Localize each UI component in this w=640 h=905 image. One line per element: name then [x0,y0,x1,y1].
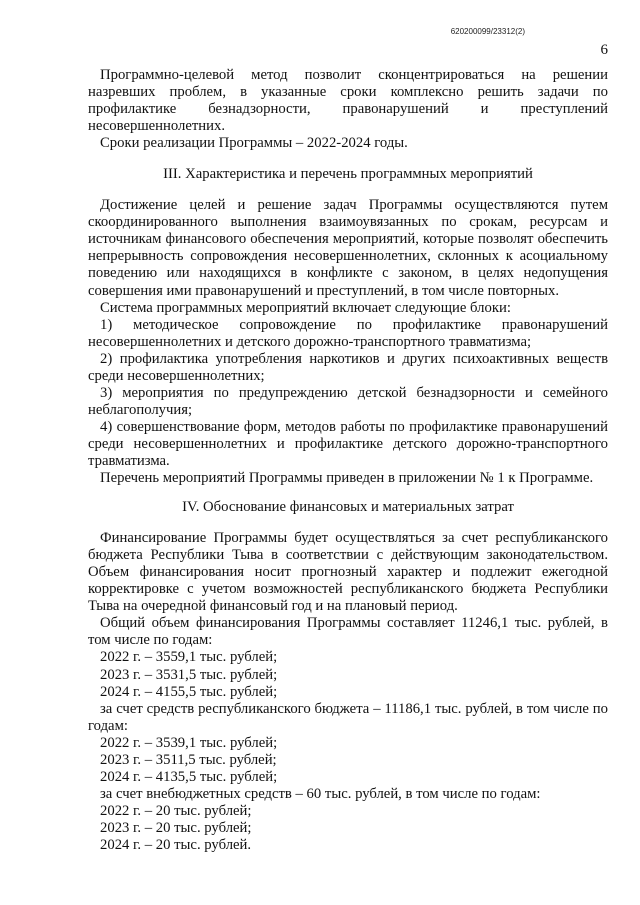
funding-year-line: 2022 г. – 20 тыс. рублей; [100,802,252,819]
paragraph: Финансирование Программы будет осуществляться за счет республиканского бюджета Республики Тыва в соответствии с действующим законодательством. Объем финансирования носит прогнозный характер и подлежит ежегодной корректировке с учетом возможностей республиканского бюджета Республики Тыва на очередной финансовый год и на плановый период. [88,530,608,615]
paragraph: Общий объем финансирования Программы составляет 11246,1 тыс. рублей, в том числе по годам: [88,615,608,649]
list-item: 2) профилактика употребления наркотиков и других психоактивных веществ среди несовершеннолетних; [88,350,608,384]
section-heading: IV. Обоснование финансовых и материальных затрат [182,499,514,516]
document-body [88,67,608,854]
page-number: 6 [600,42,608,58]
paragraph: Сроки реализации Программы – 2022-2024 годы. [100,135,408,152]
document-id: 620200099/23312(2) [450,27,525,36]
paragraph: за счет внебюджетных средств – 60 тыс. рублей, в том числе по годам: [100,785,541,802]
paragraph: Система программных мероприятий включает следующие блоки: [100,299,511,316]
funding-year-line: 2024 г. – 4155,5 тыс. рублей; [100,683,278,700]
funding-year-line: 2024 г. – 4135,5 тыс. рублей; [100,768,278,785]
section-heading: III. Характеристика и перечень программных мероприятий [163,166,533,183]
funding-year-line: 2022 г. – 3539,1 тыс. рублей; [100,734,278,751]
funding-year-line: 2023 г. – 20 тыс. рублей; [100,819,252,836]
funding-year-line: 2023 г. – 3511,5 тыс. рублей; [100,751,277,768]
funding-year-line: 2022 г. – 3559,1 тыс. рублей; [100,649,278,666]
funding-year-line: 2024 г. – 20 тыс. рублей. [100,836,252,853]
list-item: 3) мероприятия по предупреждению детской безнадзорности и семейного неблагополучия; [88,384,608,418]
paragraph: Достижение целей и решение задач Программы осуществляются путем скоординированного выполнения взаимоувязанных по срокам, ресурсам и источникам финансового обеспечения мероприятий, которые позволят обеспечить непрерывность сопровождения несовершеннолетних, склонных к асоциальному поведению или находящихся в конфликте с законом, в целях недопущения совершения ими правонарушений и преступлений, в том числе повторных. [88,197,608,299]
paragraph: Программно-целевой метод позволит сконцентрироваться на решении назревших проблем, в указанные сроки комплексно решить задачи по профилактике безнадзорности, правонарушений и преступлений несовершеннолетних. [88,67,608,135]
paragraph: за счет средств республиканского бюджета – 11186,1 тыс. рублей, в том числе по годам: [88,700,608,734]
paragraph: Перечень мероприятий Программы приведен в приложении № 1 к Программе. [100,470,594,487]
funding-year-line: 2023 г. – 3531,5 тыс. рублей; [100,666,278,683]
list-item: 1) методическое сопровождение по профилактике правонарушений несовершеннолетних и детского дорожно-транспортного травматизма; [88,316,608,350]
list-item: 4) совершенствование форм, методов работы по профилактике правонарушений среди несовершеннолетних и профилактике детского дорожно-транспортного травматизма. [88,418,608,469]
